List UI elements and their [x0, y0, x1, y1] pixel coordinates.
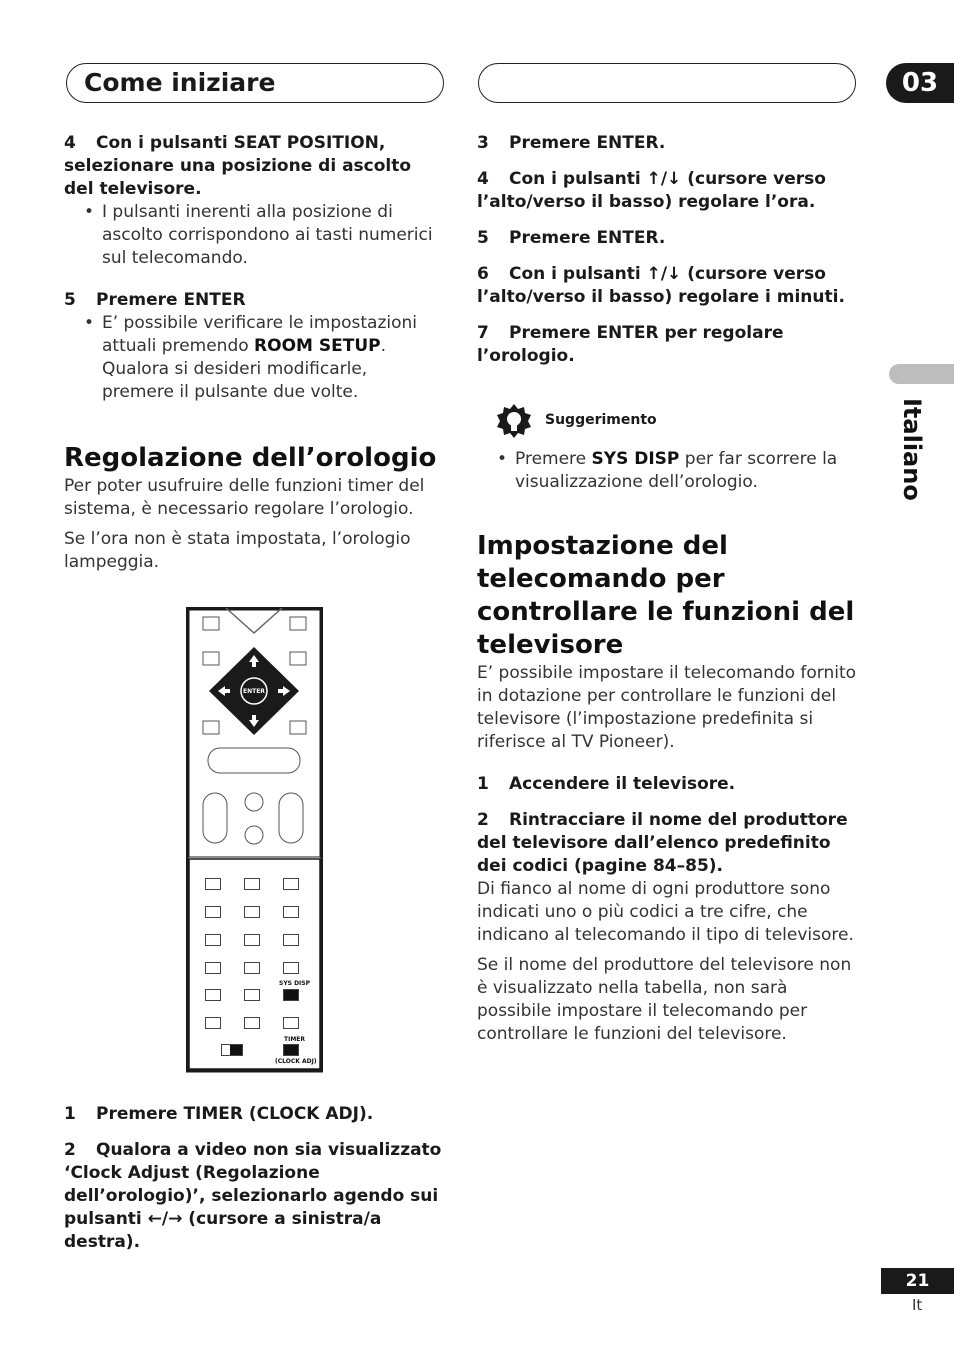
remote-enter-label: ENTER: [243, 688, 265, 695]
language-label: Italiano: [898, 398, 926, 501]
remote-timer-key: [283, 1044, 299, 1056]
remote-key: [283, 1017, 299, 1029]
left-column-bottom: [64, 1103, 449, 1254]
tv-step-2-paragraph-1: Di fianco al nome di ogni produttore sono indicati uno o più codici a tre cifre, che indicano al telecomando il tipo di televisore.: [477, 879, 854, 945]
step-7-confirm: 7 Premere ENTER per regolare l’orologio.: [477, 323, 784, 366]
tv-step-1: 1 Accendere il televisore.: [477, 774, 736, 794]
step-5-enter: 5 Premere ENTER.: [477, 228, 666, 248]
remote-key: [283, 934, 299, 946]
left-right-arrows: ←/→: [147, 1209, 183, 1229]
left-column-top: [64, 132, 444, 574]
remote-key: [205, 962, 221, 974]
page-number: 21: [881, 1268, 954, 1294]
step-4-seat-position: 4 Con i pulsanti SEAT POSITION, selezionare una posizione di ascolto del televisore.: [64, 133, 412, 199]
step-1-timer: 1 Premere TIMER (CLOCK ADJ).: [64, 1104, 374, 1124]
lightbulb-icon: [496, 404, 532, 440]
remote-key: [244, 1017, 260, 1029]
right-column-steps: [477, 132, 857, 368]
remote-key: [205, 989, 221, 1001]
header-right-frame: [478, 63, 856, 103]
remote-key: [244, 906, 260, 918]
tv-step-2: 2 Rintracciare il nome del produttore del televisore dall’elenco predefinito dei codici (pagine 84–85).: [477, 810, 848, 876]
tip-bullet: • Premere SYS DISP per far scorrere la visualizzazione dell’orologio.: [477, 448, 875, 494]
step-2-clock-adjust: 2 Qualora a video non sia visualizzato ‘Clock Adjust (Regolazione dell’orologio)’, selezionarlo agendo sui pulsanti ←/→ (cursore a sinistra/a destra).: [64, 1140, 442, 1252]
remote-clock-adj-label: (CLOCK ADJ): [275, 1058, 317, 1065]
remote-key: [244, 962, 260, 974]
remote-key: [205, 1017, 221, 1029]
remote-key: [244, 989, 260, 1001]
section-title: Come iniziare: [84, 68, 276, 97]
remote-illustration: [186, 607, 323, 1073]
remote-key: [283, 878, 299, 890]
remote-drawing: [186, 607, 323, 1073]
remote-key: [283, 962, 299, 974]
tv-heading: Impostazione del telecomando per controllare le funzioni del televisore: [477, 531, 855, 660]
step-4-bullet: • I pulsanti inerenti alla posizione di ascolto corrispondono ai tasti numerici sul telecomando.: [64, 201, 444, 270]
language-tab-marker: [889, 364, 954, 384]
step-6-minutes: 6 Con i pulsanti ↑/↓ (cursore verso l’alto/verso il basso) regolare i minuti.: [477, 264, 845, 307]
remote-key: [244, 878, 260, 890]
tip-label: Suggerimento: [545, 412, 657, 428]
chapter-number-badge: 03: [886, 63, 954, 103]
tv-paragraph: E’ possibile impostare il telecomando fornito in dotazione per controllare le funzioni del televisore (l’impostazione predefinita si riferisce al TV Pioneer).: [477, 663, 857, 752]
remote-key: [283, 906, 299, 918]
remote-key: [205, 906, 221, 918]
step-4-hour: 4 Con i pulsanti ↑/↓ (cursore verso l’alto/verso il basso) regolare l’ora.: [477, 169, 826, 212]
step-3-enter: 3 Premere ENTER.: [477, 133, 666, 153]
up-down-arrows: ↑/↓: [646, 264, 682, 284]
page-language-code: It: [912, 1296, 923, 1314]
up-down-arrows: ↑/↓: [646, 169, 682, 189]
remote-key: [205, 878, 221, 890]
remote-key: [205, 934, 221, 946]
right-column-tv: [477, 530, 859, 1046]
clock-paragraph-2: Se l’ora non è stata impostata, l’orologio lampeggia.: [64, 529, 411, 572]
tv-step-2-paragraph-2: Se il nome del produttore del televisore non è visualizzato nella tabella, non sarà possibile impostare il telecomando per controllare le funzioni del televisore.: [477, 955, 852, 1044]
clock-paragraph-1: Per poter usufruire delle funzioni timer del sistema, è necessario regolare l’orologio.: [64, 476, 425, 519]
remote-key: [244, 934, 260, 946]
remote-timer-label: TIMER: [284, 1036, 306, 1043]
remote-sys-disp-key: [283, 989, 299, 1001]
step-5-bullet: • E’ possibile verificare le impostazioni attuali premendo ROOM SETUP. Qualora si desideri modificarle, premere il pulsante due volte.: [64, 312, 444, 404]
remote-sys-disp-label: SYS DISP: [279, 980, 311, 987]
step-5-enter: 5 Premere ENTER: [64, 290, 246, 310]
remote-switch: [221, 1044, 243, 1056]
clock-heading: Regolazione dell’orologio: [64, 443, 437, 473]
